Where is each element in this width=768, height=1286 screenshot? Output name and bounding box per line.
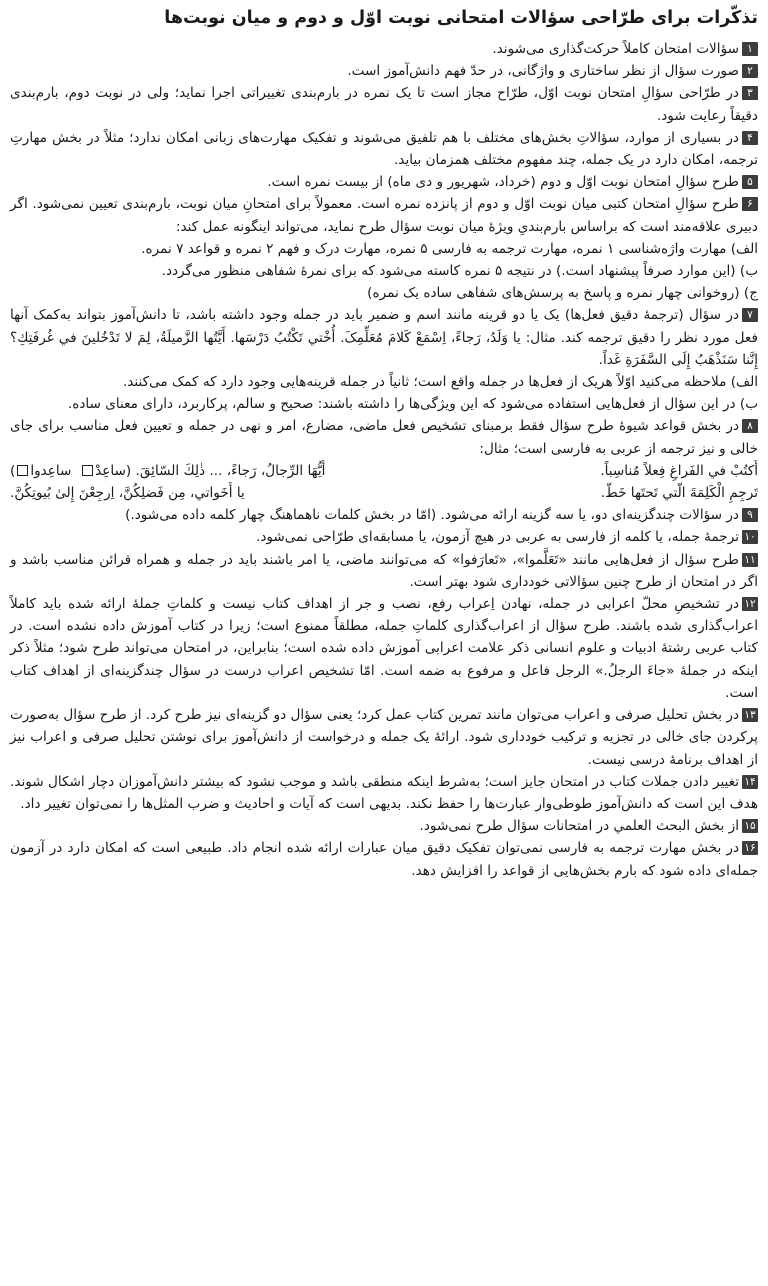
checkbox-icon (17, 465, 28, 476)
page-title: تذکّرات برای طرّاحی سؤالات امتحانی نوبت اوّل و دوم و میان نوبت‌ها (164, 8, 758, 28)
example-text: أَيُّهَا الرِّجالُ، رَجاءً، ... ذٰلِكَ السّائِقَ. (ساعِدْ (95, 462, 326, 479)
item-text: در سؤال (ترجمۀ دقیق فعل‌ها) یک یا دو قرینه مانند اسم و ضمیر باید در جمله وجود داشته باشد، تا دانش‌آموز بتواند به‌کمک آنها فعل مورد نظر را دقیق ترجمه کند. مثال: یا وَلَدُ، رَجاءً، اِسْمَعْ کَلامَ مُعَلِّمِکَ. أُخْتي تَکْتُبُ دَرْسَها. أَيَّتُها الزَّميلَةُ، لِمَ لا تَدْخُلينَ في غُرفَتِكِ؟ إِنَّنا سَنَذْهَبُ إِلَى السَّفَرَةِ غَداً. (10, 307, 758, 368)
sub-item: الف) ملاحظه می‌کنید اوّلاً هریک از فعل‌ها در جمله واقع است؛ ثانیاً در جمله قرینه‌هایی وجود دارد که کمک می‌کنند. (122, 374, 758, 391)
list-item (10, 127, 758, 171)
item-text: در تشخیصِ محلّ اعرابی در جمله، نهادن اِعراب رفع، نصب و جر از اهداف کتاب نیست و کلماتِ جملۀ ارائه شده باید کاملاً اعراب‌گذاری شده باشند. طرح سؤال از اعراب‌گذاری کلماتِ جمله، مطلقاً ممنوع است؛ زیرا در کتاب آموزش داده نشده است. در کتاب عربی رشتۀ ادبیات و علوم انسانی ذکر علامت اعرابی آموزش داده شده است؛ بنابراین، در امتحان می‌تواند طرح شود؛ مثلاً ذکر اینکه در جملۀ «جاءَ الرجلُ.» الرجل فاعل و مرفوع به ضمه است. امّا تشخیص اعراب درست در سؤال چندگزینه‌ای از اهداف کتاب است. (10, 596, 758, 701)
example-option: ساعِدوا (30, 462, 72, 479)
item-number: ۹ (742, 508, 758, 522)
item-number: ۶ (742, 197, 758, 211)
list-item (10, 837, 758, 881)
list-item (10, 593, 758, 704)
item-text: طرح سؤال از فعل‌هایی مانند «تَعَلَّموا»، «تَعارَفوا» که می‌توانند ماضی، یا امر باشند باید در جمله و همراه قرائن مناسب باشد و اگر در امتحان از طرح چنین سؤالاتی خودداری شود بهتر است. (10, 551, 758, 590)
checkbox-icon (82, 465, 93, 476)
sub-item: ب) در این سؤال از فعل‌هایی استفاده می‌شود که این ویژگی‌ها را داشته باشند: صحیح و سالم، پرکاربرد، دارای معنای ساده. (67, 396, 758, 413)
item-text: سؤالات امتحان کاملاً حرکت‌گذاری می‌شوند. (492, 41, 739, 57)
sub-item: ج) (روخوانی چهار نمره و پاسخ به پرسش‌های شفاهی ساده یک نمره) (367, 285, 758, 302)
item-text: در بخش مهارت ترجمه به فارسی نمی‌توان تفکیک دقیق میان عبارات ارائه شده انجام داد. طبیعی است که امکان دارد در آزمون جمله‌ای داده شود که بارم بخش‌هایی از قواعد را افزایش دهد. (10, 840, 758, 879)
list-item (10, 304, 758, 371)
example-instruction: تَرجِمِ الْكَلِمَةَ الَّتي تَحتَها خَطٌّ. (600, 485, 758, 502)
item-text: از بخش البحث العلمي در امتحانات سؤال طرح نمی‌شود. (419, 818, 739, 835)
list-item (10, 193, 758, 237)
list-item (10, 704, 758, 771)
list-item (10, 771, 758, 815)
item-number: ۸ (742, 419, 758, 433)
item-number: ۴ (742, 131, 758, 145)
item-text: در سؤالات چندگزینه‌ای دو، یا سه گزینه ارائه می‌شود. (امّا در بخش کلمات ناهماهنگ چهار کلمه داده می‌شود.) (125, 507, 739, 524)
notes-list (10, 38, 758, 882)
item-text: طرح سؤالِ امتحان کتبی میان نوبت اوّل و دوم از پانزده نمره است. معمولاً برای امتحانِ میان نوبت، بارم‌بندی تعیین نمی‌شود. اگر دبیری علاقه‌مند است که براساس بارم‌بندیِ ویژۀ میان نوبت سؤال طرح نماید، می‌تواند اینگونه عمل کند: (10, 196, 758, 235)
item-number: ۱۲ (742, 597, 758, 611)
list-item (10, 549, 758, 593)
list-item (10, 526, 758, 548)
item-number: ۱۰ (742, 530, 758, 544)
example-grid (10, 460, 758, 504)
item-text: در بخش قواعد شیوۀ طرح سؤال فقط برمبنای تشخیص فعل ماضی، مضارع، امر و نهی در جمله و تعیین فعل مناسب برای جای خالی و نیز ترجمه از عربی به فارسی است؛ مثال: (10, 418, 758, 457)
item-text: تغییر دادن جملات کتاب در امتحان جایز است؛ به‌شرط اینکه منطقی باشد و موجب نشود که بیشتر دانش‌آموزان دچار اشکال شوند. هدف این است که دانش‌آموز طوطی‌وار عبارت‌ها را حفظ نکند. بدیهی است که آیات و احادیث و ضرب المثل‌ها را نمی‌توان تغییر داد. (10, 773, 758, 812)
list-item (10, 38, 758, 60)
item-text: در بسیاری از موارد، سؤالاتِ بخش‌های مختلف با هم تلفیق می‌شوند و تفکیک مهارت‌های زبانی امکان ندارد؛ مثلاً در بخش مهارتِ ترجمه، امکان دارد در یک جمله، چند مفهوم مختلف همزمان بیاید. (10, 129, 758, 169)
item-number: ۱۳ (742, 708, 758, 722)
list-item (10, 504, 758, 526)
item-number: ۱۴ (742, 775, 758, 789)
item-number: ۲ (742, 64, 758, 78)
list-item (10, 415, 758, 459)
item-number: ۱ (742, 42, 758, 56)
item-text: در بخش تحلیل صرفی و اعراب می‌توان مانند تمرین کتاب عمل کرد؛ یعنی سؤال دو گزینه‌ای نیز طرح کرد. از طرح سؤال به‌صورت پرکردن جای خالی در تجزیه و ترکیب خودداری شود. ارائۀ یک جمله و درخواست از دانش‌آموز برای نوشتن تحلیل صرفی و اعراب نیز از اهداف برنامۀ درسی نیست. (10, 707, 758, 768)
example-sentence: أَيُّهَا الرِّجالُ، رَجاءً، ... ذٰلِكَ السّائِقَ. (ساعِدْ ساعِدوا) (10, 462, 326, 479)
example-instruction: أُكتُبْ في الفَراغِ فِعلاً مُناسِباً. (600, 462, 758, 479)
list-item (10, 82, 758, 126)
item-number: ۵ (742, 175, 758, 189)
list-item (10, 815, 758, 837)
example-text: يا أَخَواتي، مِن فَضلِكُنَّ، اِرجِعْنَ إِلىٰ بُيوتِكُنَّ. (10, 485, 245, 502)
item-text: ترجمۀ جمله، یا کلمه از فارسی به عربی در هیچ آزمون، یا مسابقه‌ای طرّاحی نمی‌شود. (256, 529, 739, 546)
item-number: ۱۶ (742, 841, 758, 855)
item-number: ۳ (742, 86, 758, 100)
list-item (10, 171, 758, 193)
sub-item: الف) مهارت واژه‌شناسی ۱ نمره، مهارت ترجمه به فارسی ۵ نمره، مهارت درک و فهم ۲ نمره و قواعد ۷ نمره. (141, 240, 758, 257)
item-number: ۷ (742, 308, 758, 322)
sub-item: ب) (این موارد صرفاً پیشنهاد است.) در نتیجه ۵ نمره کاسته می‌شود که برای نمرۀ شفاهی منظور می‌گردد. (161, 263, 758, 280)
item-text: در طرّاحی سؤالِ امتحان نوبت اوّل، طرّاح مجاز است تا یک نمره در بارم‌بندی تغییراتی اجرا نماید؛ ولی در نوبت دوم، بارم‌بندی دقیقاً رعایت شود. (10, 85, 758, 124)
item-text: صورت سؤال از نظر ساختاری و واژگانی، در حدّ فهم دانش‌آموز است. (347, 63, 739, 80)
item-number: ۱۵ (742, 819, 758, 833)
list-item (10, 60, 758, 82)
example-sentence (10, 482, 379, 504)
item-text: طرح سؤالِ امتحان نوبت اوّل و دوم (خرداد، شهریور و دی ماه) از بیست نمره است. (267, 174, 739, 191)
item-number: ۱۱ (742, 553, 758, 567)
